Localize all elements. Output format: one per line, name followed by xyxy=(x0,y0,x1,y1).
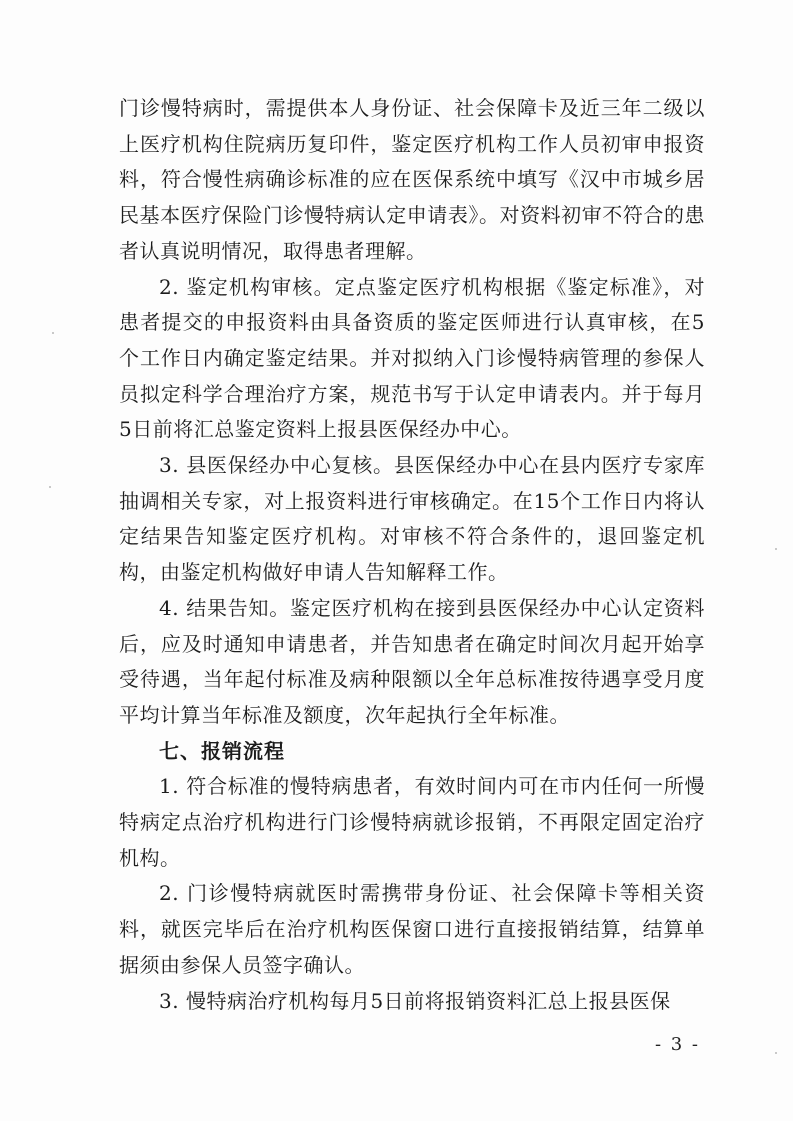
scan-speck xyxy=(775,1052,777,1054)
paragraph-county-recheck: 3. 县医保经办中心复核。县医保经办中心在县内医疗专家库抽调相关专家，对上报资料进行审核确定。在15个工作日内将认定结果告知鉴定医疗机构。对审核不符合条件的，退回鉴定机构，由鉴定机构做好申请人告知解释工作。 xyxy=(119,453,705,585)
paragraph-reimburse-1: 1. 符合标准的慢特病患者，有效时间内可在市内任何一所慢特病定点治疗机构进行门诊慢特病就诊报销，不再限定固定治疗机构。 xyxy=(119,774,705,870)
scan-speck xyxy=(775,548,777,550)
paragraph-reimburse-2: 2. 门诊慢特病就医时需携带身份证、社会保障卡等相关资料，就医完毕后在治疗机构医保窗口进行直接报销结算，结算单据须由参保人员签字确认。 xyxy=(119,881,705,977)
paragraph-continuation: 门诊慢特病时，需提供本人身份证、社会保障卡及近三年二级以上医疗机构住院病历复印件，鉴定医疗机构工作人员初审申报资料，符合慢性病确诊标准的应在医保系统中填写《汉中市城乡居民基本医疗保险门诊慢特病认定申请表》。对资料初审不符合的患者认真说明情况，取得患者理解。 xyxy=(119,96,705,263)
body-text xyxy=(119,91,705,1019)
paragraph-result-notice: 4. 结果告知。鉴定医疗机构在接到县医保经办中心认定资料后，应及时通知申请患者，并告知患者在确定时间次月起开始享受待遇，当年起付标准及病种限额以全年总标准按待遇享受月度平均计算当年标准及额度，次年起执行全年标准。 xyxy=(119,595,705,727)
scan-speck xyxy=(52,332,54,334)
paragraph-reimburse-3: 3. 慢特病治疗机构每月5日前将报销资料汇总上报县医保 xyxy=(159,988,671,1013)
page-number: - 3 - xyxy=(654,1034,700,1055)
paragraph-review: 2. 鉴定机构审核。定点鉴定医疗机构根据《鉴定标准》，对患者提交的申报资料由具备资质的鉴定医师进行认真审核，在5个工作日内确定鉴定结果。并对拟纳入门诊慢特病管理的参保人员拟定科学合理治疗方案，规范书写于认定申请表内。并于每月5日前将汇总鉴定资料上报县医保经办中心。 xyxy=(119,274,705,442)
scan-speck xyxy=(49,486,51,488)
section-heading: 七、报销流程 xyxy=(159,738,285,763)
